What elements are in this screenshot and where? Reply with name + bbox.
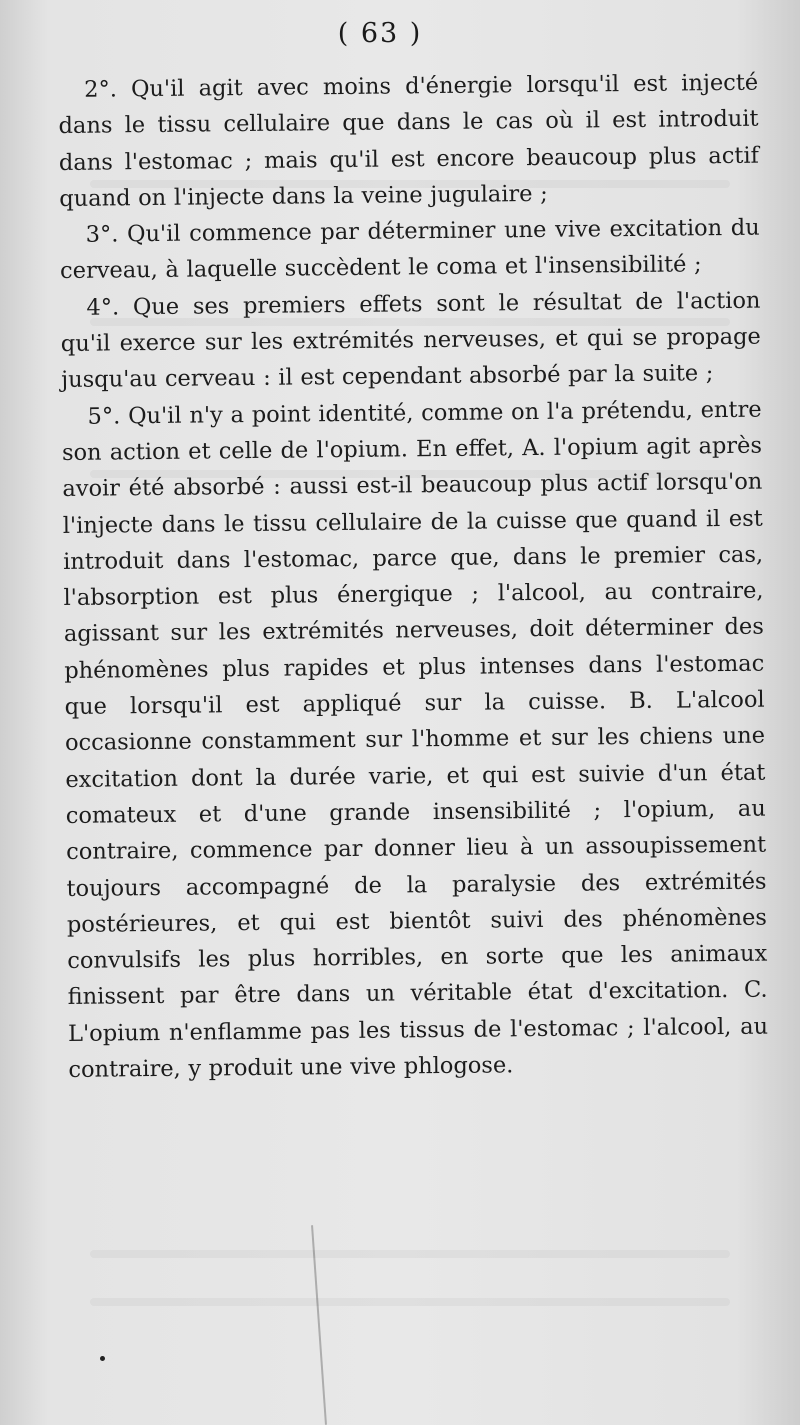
paragraph-3: 3°. Qu'il commence par déterminer une vive excitation du cerveau, à laquelle succèdent le coma et l'insensibilité ; (59, 214, 760, 285)
body-text (58, 65, 769, 1089)
page-number: ( 63 ) (337, 18, 423, 49)
paragraph-5: 5°. Qu'il n'y a point identité, comme on l'a prétendu, entre son action et celle de l'opium. En effet, A. l'opium agit après avoir été absorbé : aussi est-il beaucoup plus actif lorsqu'on l'injecte dans le tissu cellulaire de la cuisse que quand il est introduit dans l'estomac, parce que, dans le premier cas, l'absorption est plus énergique ; l'alcool, au contraire, agissant sur les extrémités nerveuses, doit déterminer des phénomènes plus rapides et plus intenses dans l'estomac que lorsqu'il est appliqué sur la cuisse. B. L'alcool occasionne constamment sur l'homme et sur les chiens une excitation dont la durée varie, et qui est suivie d'un état comateux et d'une grande insensibilité ; l'opium, au contraire, commence par donner lieu à un assoupissement toujours accompagné de la paralysie des extrémités postérieures, et qui est bientôt suivi des phénomènes convulsifs les plus horribles, en sorte que les animaux finissent par être dans un véritable état d'excitation. C. L'opium n'enflamme pas les tissus de l'estomac ; l'alcool, au contraire, y produit une vive phlogose. (61, 396, 769, 1083)
show-through (90, 1250, 730, 1258)
paragraph-2: 2°. Qu'il agit avec moins d'énergie lorsqu'il est injecté dans le tissu cellulaire que dans le cas où il est introduit dans l'estomac ; mais qu'il est encore beaucoup plus actif quand on l'injecte dans la veine jugulaire ; (58, 69, 760, 212)
show-through (90, 1298, 730, 1306)
paragraph-4: 4°. Que ses premiers effets sont le résultat de l'action qu'il exerce sur les extrémités nerveuses, et qui se propage jusqu'au cerveau : il est cependant absorbé par la suite ; (60, 287, 761, 394)
ink-speck (100, 1356, 105, 1361)
